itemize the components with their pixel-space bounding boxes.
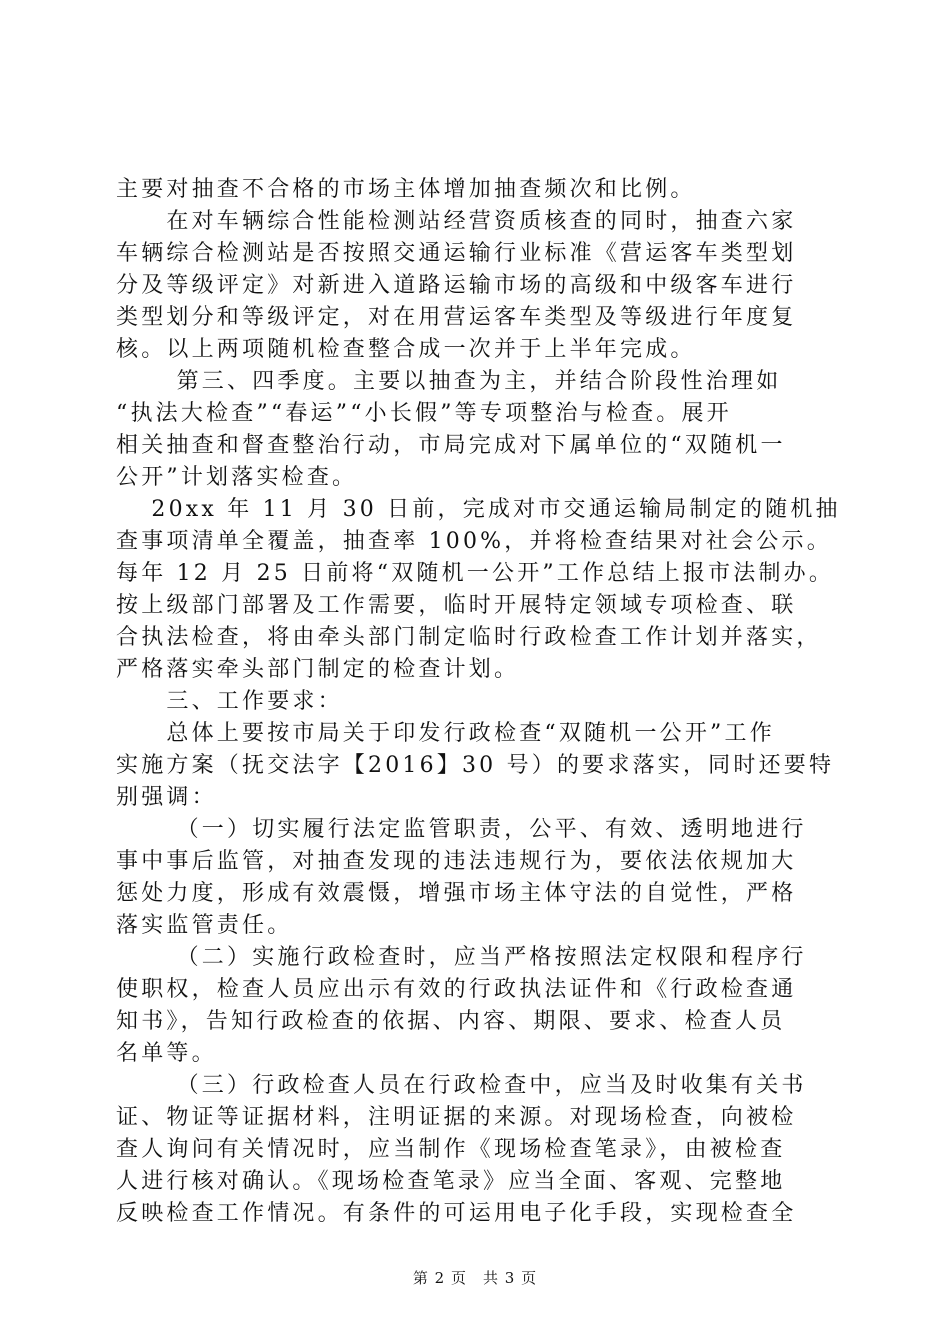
text-line: 别强调： [116, 785, 217, 810]
text-line: 分及等级评定》对新进入道路运输市场的高级和中级客车进行 [116, 273, 797, 298]
text-line: 第三、四季度。主要以抽查为主，并结合阶段性治理如 [116, 369, 782, 394]
text-line: 查事项清单全覆盖，抽查率 100%，并将检查结果对社会公示。 [116, 529, 832, 554]
text-line: 车辆综合检测站是否按照交通运输行业标准《营运客车类型划 [116, 241, 797, 266]
text-line: 公开”计划落实检查。 [116, 465, 358, 490]
text-line: 合执法检查，将由牵头部门制定临时行政检查工作计划并落实， [116, 625, 822, 650]
text-line: 知书》，告知行政检查的依据、内容、期限、要求、检查人员 [116, 1009, 786, 1034]
page-number: 第 2 页 共 3 页 [412, 1269, 538, 1287]
text-line: 核。以上两项随机检查整合成一次并于上半年完成。 [116, 337, 696, 362]
text-line: 人进行核对确认。《现场检查笔录》应当全面、客观、完整地 [116, 1169, 786, 1194]
text-line: （一）切实履行法定监管职责，公平、有效、透明地进行 [116, 817, 807, 842]
text-line: 主要对抽查不合格的市场主体增加抽查频次和比例。 [116, 177, 696, 202]
text-line: 严格落实牵头部门制定的检查计划。 [116, 657, 520, 682]
text-line: 落实监管责任。 [116, 913, 293, 938]
text-line: （三）行政检查人员在行政检查中，应当及时收集有关书 [116, 1073, 807, 1098]
text-line: 20xx 年 11 月 30 日前，完成对市交通运输局制定的随机抽 [116, 497, 841, 522]
text-line: 实施方案（抚交法字【2016】30 号）的要求落实，同时还要特 [116, 753, 835, 778]
text-line: 类型划分和等级评定，对在用营运客车类型及等级进行年度复 [116, 305, 797, 330]
text-line: 惩处力度，形成有效震慑，增强市场主体守法的自觉性，严格 [116, 881, 797, 906]
text-line: 事中事后监管，对抽查发现的违法违规行为，要依法依规加大 [116, 849, 797, 874]
text-line: 总体上要按市局关于印发行政检查“双随机一公开”工作 [116, 721, 775, 746]
text-line: （二）实施行政检查时，应当严格按照法定权限和程序行 [116, 945, 807, 970]
text-line: 每年 12 月 25 日前将“双随机一公开”工作总结上报市法制办。 [116, 561, 835, 586]
text-line: 相关抽查和督查整治行动，市局完成对下属单位的“双随机一 [116, 433, 786, 458]
text-line: 查人询问有关情况时，应当制作《现场检查笔录》，由被检查 [116, 1137, 786, 1162]
text-line: 在对车辆综合性能检测站经营资质核查的同时，抽查六家 [116, 209, 797, 234]
text-line: 使职权，检查人员应出示有效的行政执法证件和《行政检查通 [116, 977, 797, 1002]
section-heading: 三、工作要求： [116, 689, 343, 714]
text-line: 按上级部门部署及工作需要，临时开展特定领域专项检查、联 [116, 593, 797, 618]
text-line: 证、物证等证据材料，注明证据的来源。对现场检查，向被检 [116, 1105, 797, 1130]
text-line: 反映检查工作情况。有条件的可运用电子化手段，实现检查全 [116, 1201, 797, 1226]
text-line: “执法大检查”“春运”“小长假”等专项整治与检查。展开 [116, 401, 732, 426]
text-line: 名单等。 [116, 1041, 217, 1066]
